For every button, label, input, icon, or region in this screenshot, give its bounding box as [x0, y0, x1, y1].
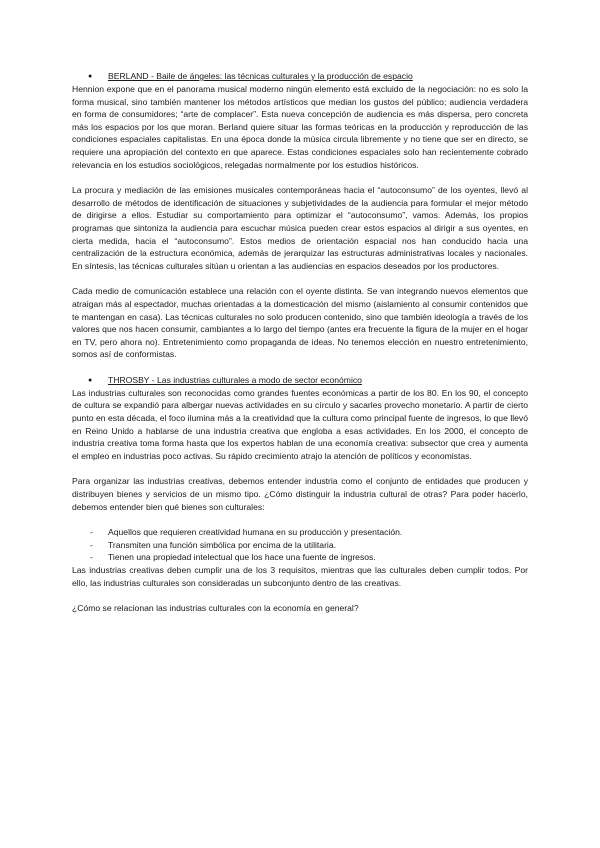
- list-item: - Aquellos que requieren creatividad humana en su producción y presentación.: [90, 527, 403, 538]
- bullet-icon: ●: [88, 376, 93, 384]
- document-body: [72, 70, 528, 615]
- paragraph: Cada medio de comunicación establece una relación con el oyente distinta. Se van integrando nuevos elementos que atraigan más al espectador, muchas orientadas a la domesticación del mismo (aislamiento al consumir contenidos que te mantengan en casa). Las técnicas culturales no solo producen contenido, sino que también ideología a través de los valores que nos hacen consumir, cambiantes a lo largo del tiempo (antes era frecuente la figura de la mujer en el hogar en TV, pero ahora no). Entretenimiento como propaganda de ideas. No tenemos elección en nuestro entretenimiento, somos así de conformistas.: [72, 286, 528, 360]
- list-item: - Transmiten una función simbólica por encima de la utilitaria.: [90, 539, 337, 550]
- paragraph: Para organizar las industrias creativas, debemos entender industria como el conjunto de entidades que producen y distribuyen bienes y servicios de un mismo tipo. ¿Cómo distinguir la industria cultural de otras? Para poder hacerlo, debemos entender bien qué bienes son culturales:: [72, 476, 528, 512]
- section-heading-berland: [72, 70, 528, 83]
- question-line: ¿Cómo se relacionan las industrias culturales con la economía en general?: [72, 603, 359, 614]
- paragraph: Hennion expone que en el panorama musical moderno ningún elemento está excluido de la negociación: no es solo la forma musical, sino también mantener los métodos artísticos que median los gustos del público; audiencia verdadera en forma de consumidores; “arte de complacer”. Esta nueva concepción de audiencia es más dispersa, pero concreta más los espacios por los que moran. Berland quiere situar las formas teóricas en la producción y reproducción de las condiciones espaciales capitalistas. En una época donde la música circula libremente y no tiene que ser en directo, se requiere una apropiación del contexto en que aparece. Estas condiciones espaciales solo han recientemente cobrado relevancia en los estudios sociológicos, relegadas normalmente por los estudios históricos.: [72, 84, 528, 170]
- section-heading-throsby: [72, 374, 528, 387]
- list-item: - Tienen una propiedad intelectual que los hace una fuente de ingresos.: [90, 552, 376, 563]
- dash-marker: -: [90, 552, 93, 563]
- heading-text: BERLAND - Baile de ángeles: las técnicas culturales y la producción de espacio: [108, 71, 413, 81]
- dash-marker: -: [90, 527, 93, 538]
- bullet-icon: ●: [88, 73, 93, 80]
- paragraph: La procura y mediación de las emisiones musicales contemporáneas hacia el “autoconsumo” de los oyentes, llevó al desarrollo de métodos de identificación de situaciones y subjetividades de la audiencia para formular el mejor método de dirigirse a ellos. Estudiar su comportamiento para optimizar el “autoconsumo”, vamos. Además, los propios programas que sintoniza la audiencia para escuchar música pueden crear estos espacios al dirigir a sus oyentes, en cierta medida, hacia el “autoconsumo”. Estos medios de orientación espacial nos han conducido hacia una centralización de la estructura económica, además de jerarquizar las estructuras administrativas locales y nacionales. En síntesis, las técnicas culturales sitúan u orientan a las audiencias en espacios deseados por los productores.: [72, 185, 528, 271]
- paragraph: Las industrias culturales son reconocidas como grandes fuentes económicas a partir de los 80. En los 90, el concepto de cultura se expandió para albergar nuevas actividades en su círculo y sacarles provecho monetario. A partir de cierto punto en esta década, el foco ilumina más a la creatividad que la cultura como principal fuente de ingresos, lo que llevó en Reino Unido a hablarse de una industria creativa que engloba a esas actividades. En los 2000, el concepto de industria creativa toma forma hasta que los expertos hablan de una economía creativa: subsector que crea y aumenta el empleo en industrias poco activas. Su rápido crecimiento atrajo la atención de políticos y economistas.: [72, 387, 528, 461]
- heading-text: THROSBY - Las industrias culturales a modo de sector económico: [108, 374, 362, 385]
- paragraph: Las industrias creativas deben cumplir una de los 3 requisitos, mientras que las culturales deben cumplir todos. Por ello, las industrias culturales son consideradas un subconjunto dentro de las creativas.: [72, 565, 528, 588]
- dash-marker: -: [90, 539, 93, 550]
- requirements-list: [72, 526, 528, 564]
